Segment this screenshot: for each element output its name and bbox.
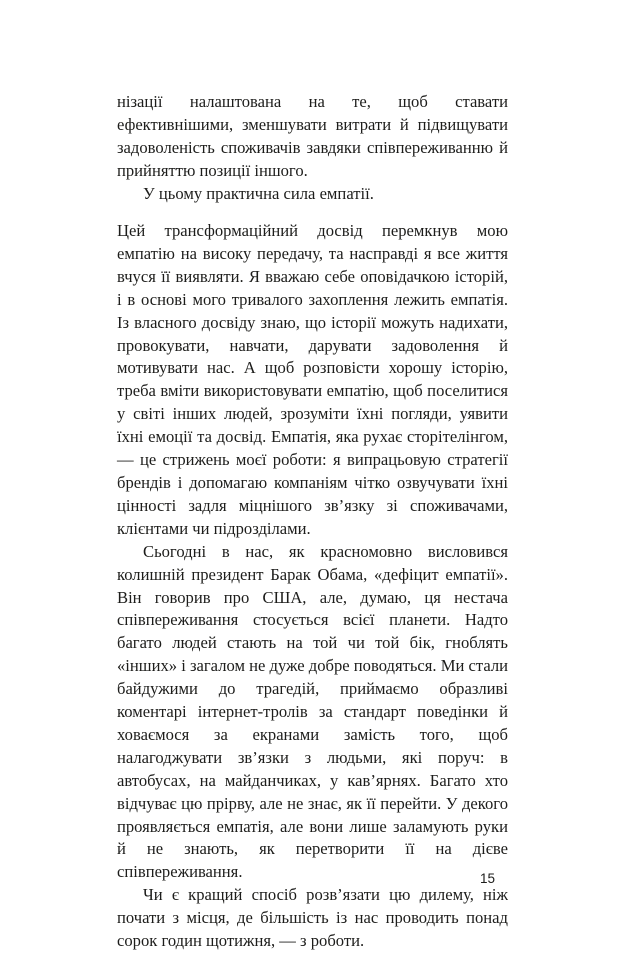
paragraph-empathy-deficit: Сьогодні в нас, як красномовно висловився колишній президент Барак Обама, «дефіцит емпатії». Він говорив про США, але, думаю, ця нестача співпереживання стосується всієї планети. Надто багато людей стають на той чи той бік, гноблять «інших» і загалом не дуже добре поводяться. Ми стали байдужими до трагедій, приймаємо образливі коментарі інтернет-тролів за стандарт поведінки й ховаємося за екранами замість того, щоб налагоджувати зв’язки з людьми, які поруч: в автобусах, на майданчиках, у кав’ярнях. Багато хто відчуває цю прірву, але не знає, як її перейти. У декого проявляється емпатія, але вони лише заламують руки й не знають, як перетворити її на дієве співпереживання. [117,541,508,882]
paragraph-work-question: Чи є кращий спосіб розв’язати цю дилему, ніж почати з місця, де більшість із нас проводить понад сорок годин щотижня, — з роботи. [117,885,508,951]
paragraph-continued: нізації налаштована на те, щоб ставати ефективнішими, зменшувати витрати й підвищувати задоволеність споживачів завдяки співпереживанню й прийняттю позиції іншого. [117,92,508,180]
paragraph-empathy-power: У цьому практична сила емпатії. [143,183,374,203]
text-section-continued [117,91,508,206]
paragraph-transformative-experience: Цей трансформаційний досвід перемкнув мою емпатію на високу передачу, та насправді я все життя вчуся її виявляти. Я вважаю себе оповідачкою історій, і в основі мого тривалого захоплення лежить емпатія. Із власного досвіду знаю, що історії можуть надихати, провокувати, навчати, дарувати задоволення й мотивувати нас. А щоб розповісти хорошу історію, треба вміти використовувати емпатію, щоб поселитися у світі інших людей, зрозуміти їхні погляди, уявити їхні емоції та досвід. Емпатія, яка рухає сторітелінгом, — це стрижень моєї роботи: я випрацьовую стратегії брендів і допомагаю компаніям чітко озвучувати їхні цінності задля міцнішого зв’язку зі споживачами, клієнтами чи підрозділами. [117,221,508,538]
page-number: 15 [480,871,496,886]
text-section-main [117,220,508,953]
